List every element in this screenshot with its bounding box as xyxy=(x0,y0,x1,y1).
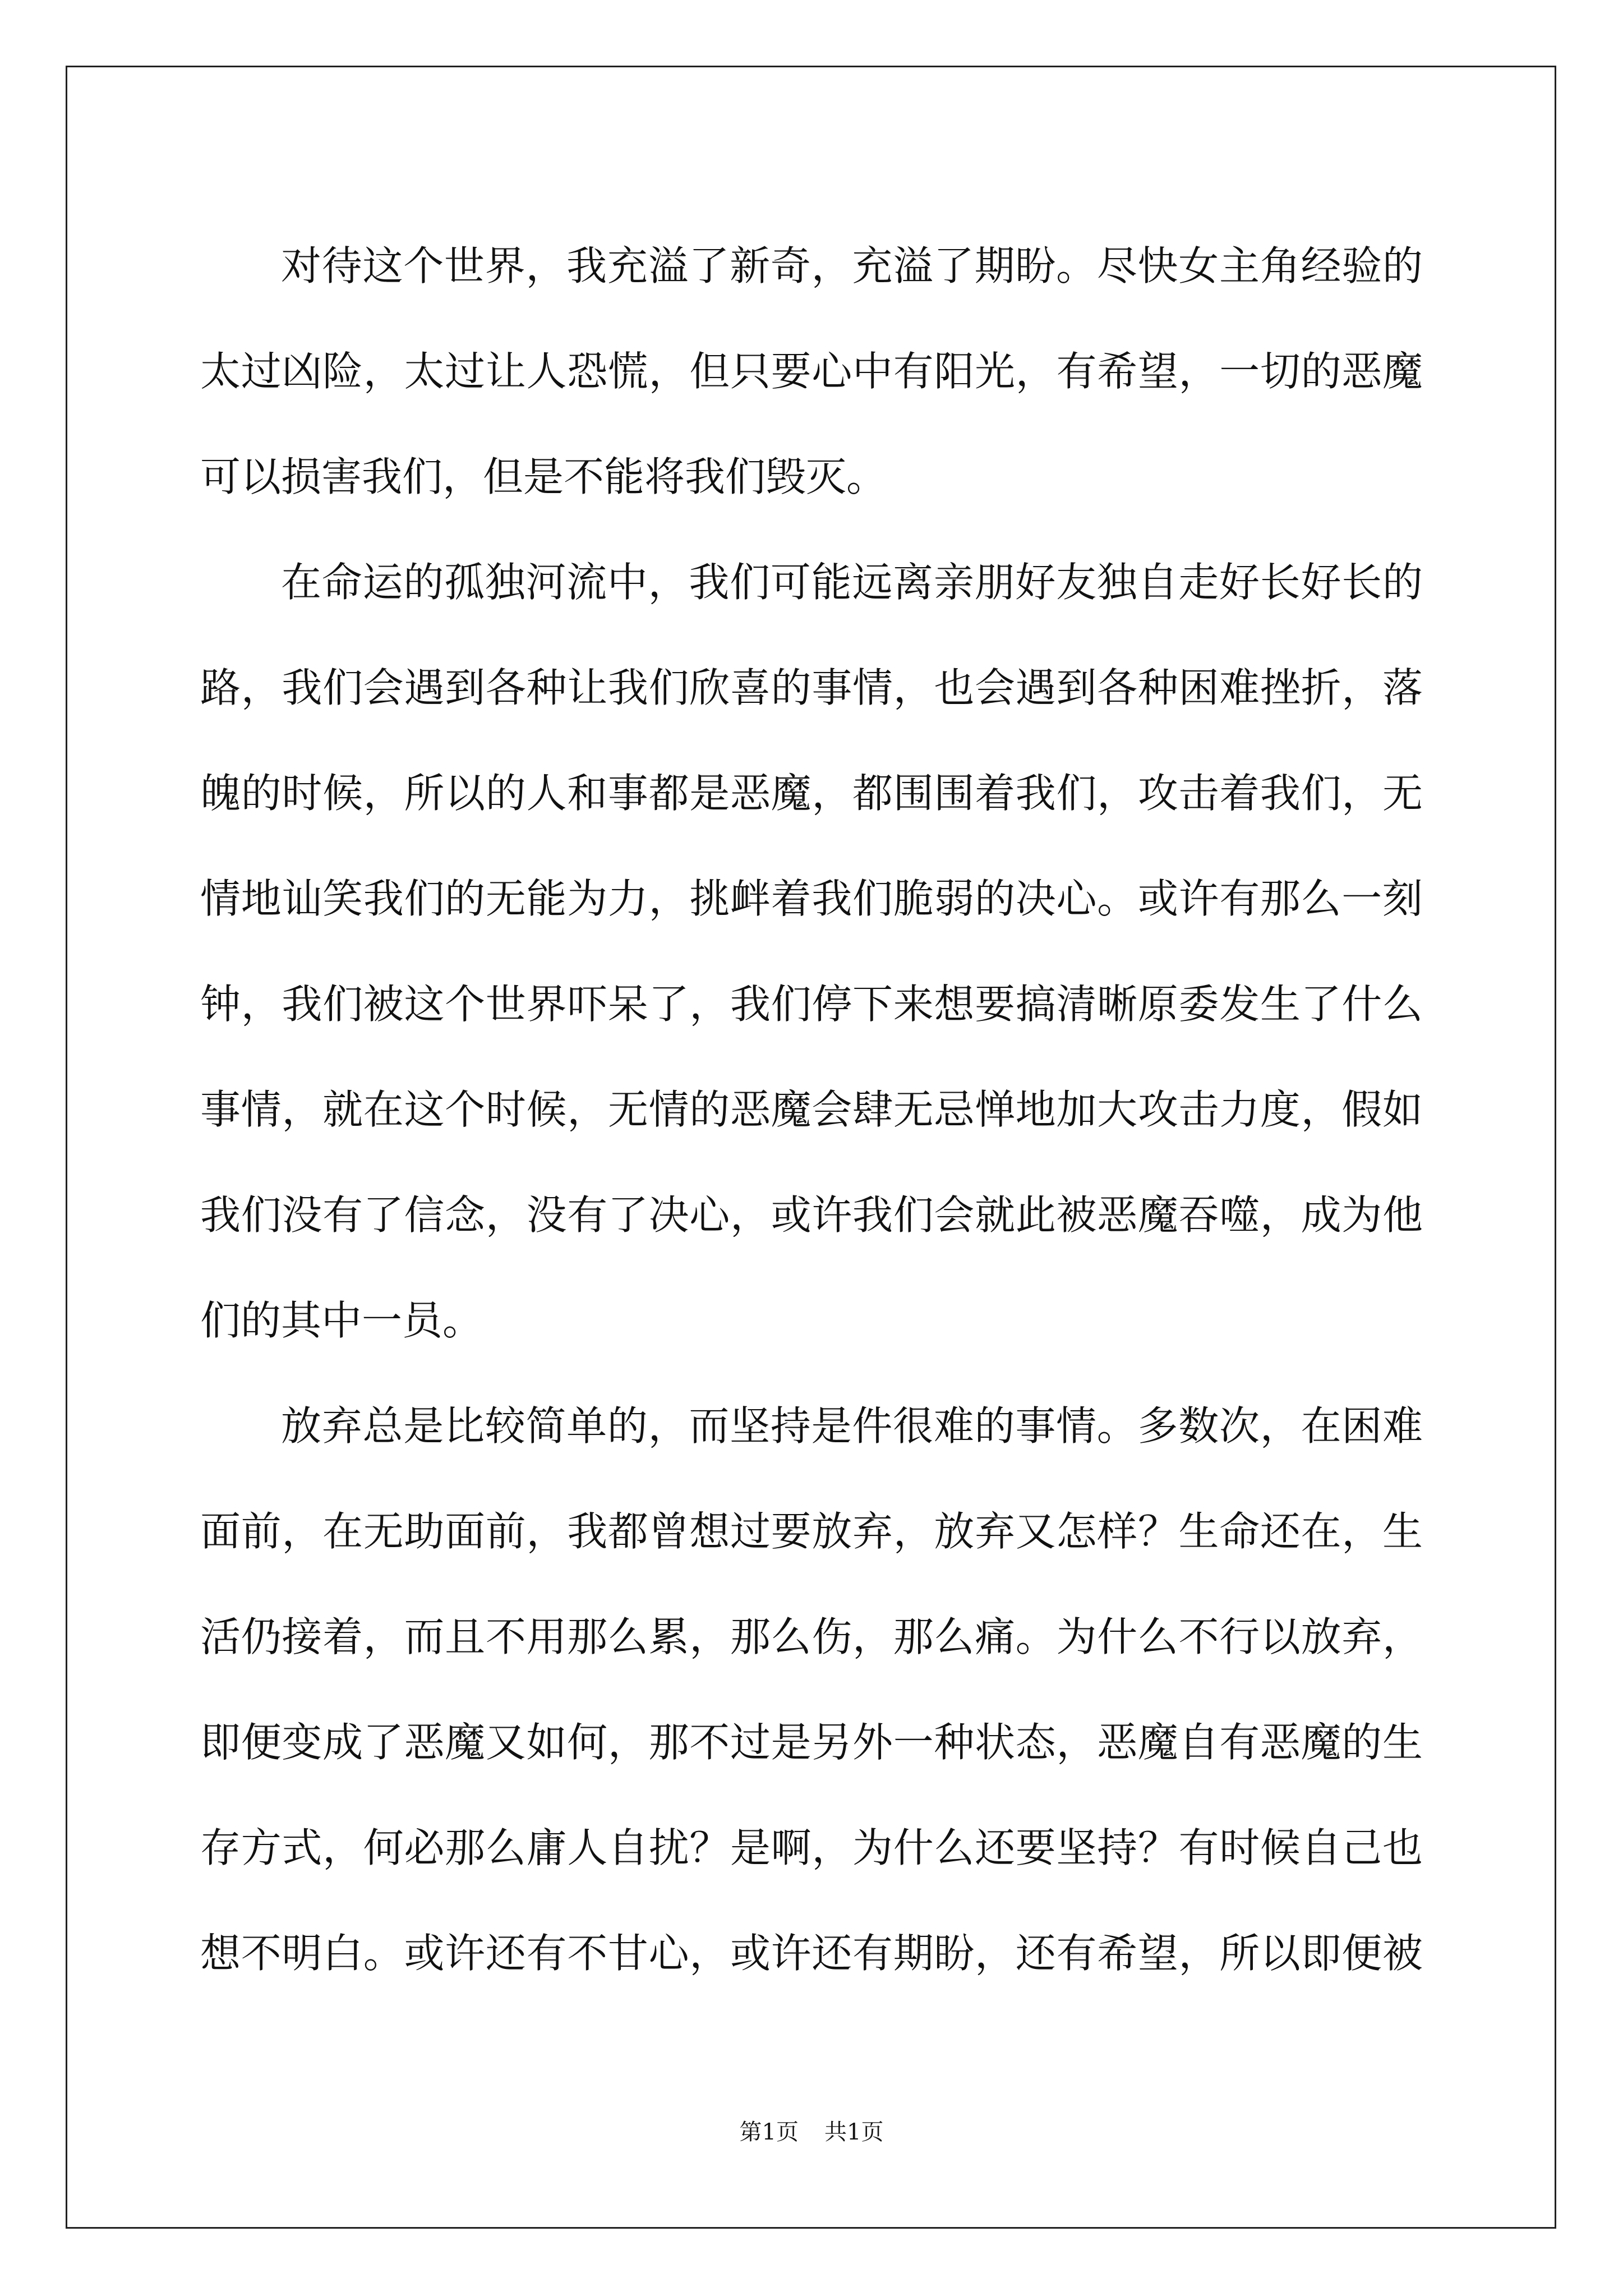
text-line: 在命运的孤独河流中，我们可能远离亲朋好友独自走好长好长的 xyxy=(281,559,1423,606)
text-line: 放弃总是比较简单的，而坚持是件很难的事情。多数次，在困难 xyxy=(281,1402,1423,1450)
text-line: 路，我们会遇到各种让我们欣喜的事情，也会遇到各种困难挫折，落 xyxy=(200,664,1423,711)
page-number-current: 第1页 xyxy=(739,2119,799,2145)
text-line: 钟，我们被这个世界吓呆了，我们停下来想要搞清晰原委发生了什么 xyxy=(200,981,1423,1028)
text-line: 想不明白。或许还有不甘心，或许还有期盼，还有希望，所以即便被 xyxy=(200,1930,1423,1977)
text-line: 情地讪笑我们的无能为力，挑衅着我们脆弱的决心。或许有那么一刻 xyxy=(200,875,1423,922)
text-line: 事情，就在这个时候，无情的恶魔会肆无忌惮地加大攻击力度，假如 xyxy=(200,1086,1423,1133)
page-number-total: 共1页 xyxy=(824,2119,884,2145)
text-line: 对待这个世界，我充溢了新奇，充溢了期盼。尽快女主角经验的 xyxy=(281,242,1423,289)
text-line: 即便变成了恶魔又如何，那不过是另外一种状态，恶魔自有恶魔的生 xyxy=(200,1719,1423,1766)
text-line: 存方式，何必那么庸人自扰？是啊，为什么还要坚持？有时候自己也 xyxy=(200,1824,1423,1871)
page-footer xyxy=(0,2118,1623,2146)
text-line: 太过凶险，太过让人恐慌，但只要心中有阳光，有希望，一切的恶魔 xyxy=(200,348,1423,395)
text-line: 面前，在无助面前，我都曾想过要放弃，放弃又怎样？生命还在，生 xyxy=(200,1508,1423,1555)
document-body xyxy=(200,213,1423,2006)
text-line: 们的其中一员。 xyxy=(200,1297,483,1344)
text-line: 活仍接着，而且不用那么累，那么伤，那么痛。为什么不行以放弃， xyxy=(200,1613,1423,1660)
text-line: 我们没有了信念，没有了决心，或许我们会就此被恶魔吞噬，成为他 xyxy=(200,1191,1423,1239)
text-line: 可以损害我们，但是不能将我们毁灭。 xyxy=(200,453,887,500)
text-line: 魄的时候，所以的人和事都是恶魔，都围围着我们，攻击着我们，无 xyxy=(200,770,1423,817)
